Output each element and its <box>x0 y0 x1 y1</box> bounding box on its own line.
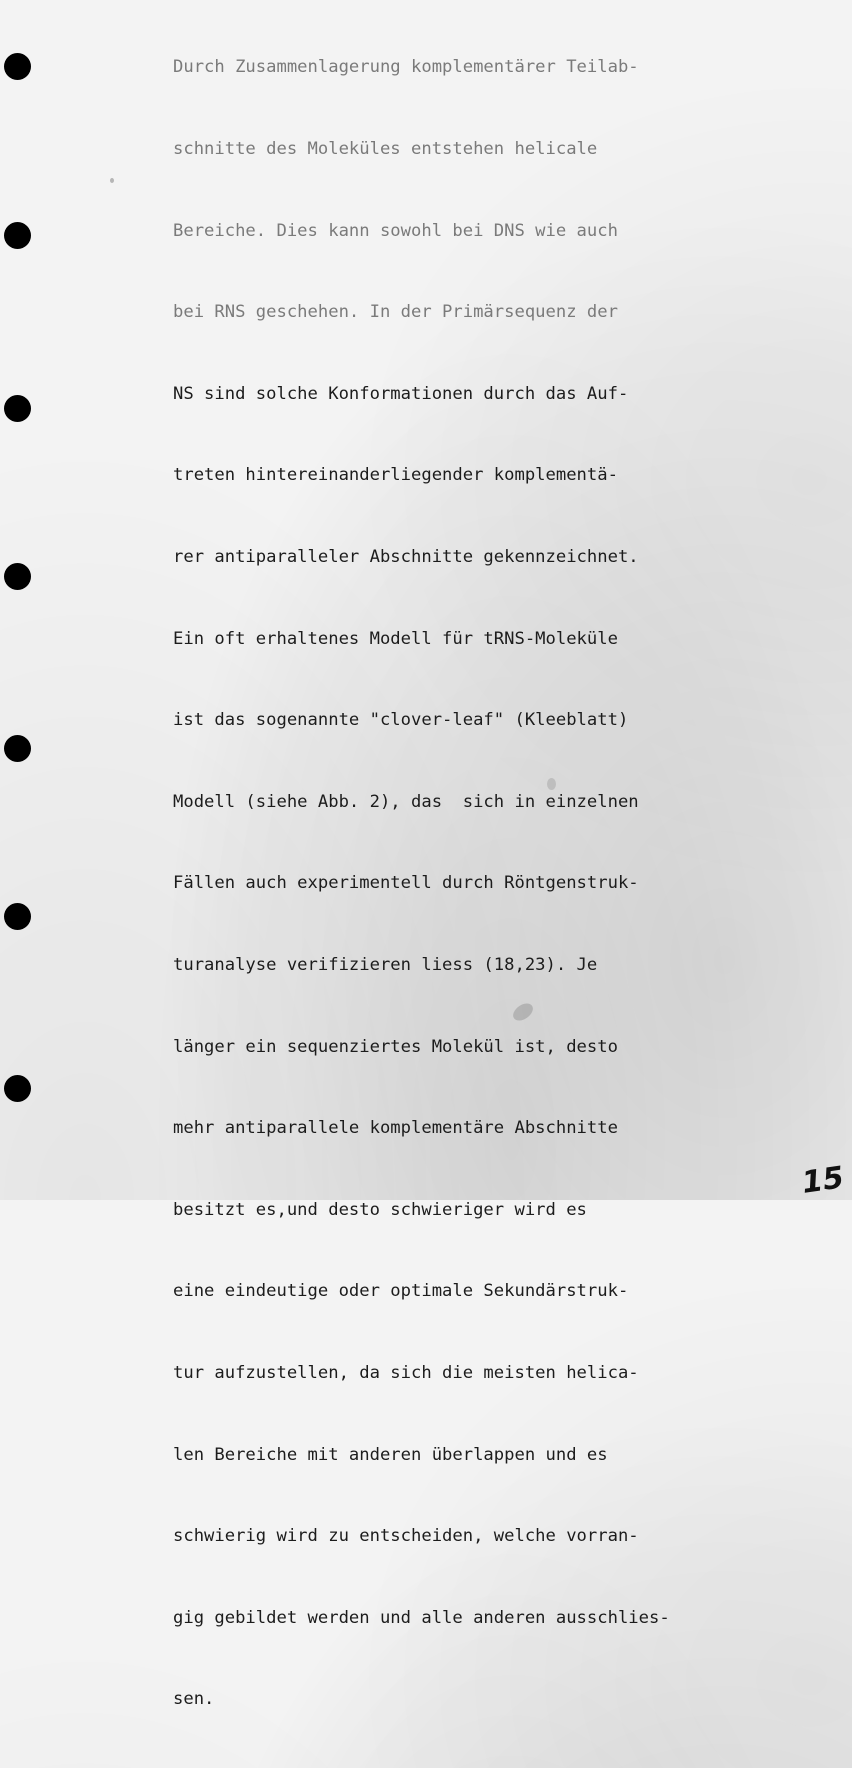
text-line: treten hintereinanderliegender komplementä- <box>173 465 618 486</box>
text-line: NS sind solche Konformationen durch das Auf- <box>173 383 629 404</box>
text-line: Fällen auch experimentell durch Röntgenstruk- <box>173 873 639 894</box>
text-line: Durch Zusammenlagerung komplementärer Teilab- <box>173 57 639 78</box>
text-line: Modell (siehe Abb. 2), das sich in einzelnen <box>173 791 639 812</box>
text-line: Bereiche. Dies kann sowohl bei DNS wie auch <box>173 220 618 241</box>
text-line: schnitte des Moleküles entstehen helicale <box>173 139 598 159</box>
typewritten-paragraph <box>173 0 733 1768</box>
text-line: bei RNS geschehen. In der Primärsequenz der <box>173 302 618 323</box>
text-line: Ein oft erhaltenes Modell für tRNS-Moleküle <box>173 628 618 649</box>
paper-speck <box>110 178 114 183</box>
text-line: mehr antiparallele komplementäre Abschnitte <box>173 1118 618 1139</box>
punch-hole <box>4 53 31 80</box>
text-line: länger ein sequenziertes Molekül ist, desto <box>173 1036 618 1057</box>
text-line: schwierig wird zu entscheiden, welche vorran- <box>173 1526 639 1547</box>
text-line: len Bereiche mit anderen überlappen und es <box>173 1444 608 1465</box>
text-line: turanalyse verifizieren liess (18,23). Je <box>173 954 598 975</box>
punch-hole <box>4 735 31 762</box>
text-line: besitzt es,und desto schwieriger wird es <box>173 1199 587 1220</box>
punch-hole <box>4 395 31 422</box>
text-line: ist das sogenannte "clover-leaf" (Kleeblatt) <box>173 710 629 731</box>
punch-hole <box>4 222 31 249</box>
punch-hole <box>4 563 31 590</box>
text-line: eine eindeutige oder optimale Sekundärstruk- <box>173 1281 629 1302</box>
page-number: 15 <box>800 1160 847 1201</box>
text-line: tur aufzustellen, da sich die meisten helica- <box>173 1362 639 1383</box>
text-line: gig gebildet werden und alle anderen ausschlies- <box>173 1607 670 1628</box>
punch-hole <box>4 903 31 930</box>
text-line: rer antiparalleler Abschnitte gekennzeichnet. <box>173 546 639 567</box>
punch-hole <box>4 1075 31 1102</box>
text-line: sen. <box>173 1689 215 1710</box>
